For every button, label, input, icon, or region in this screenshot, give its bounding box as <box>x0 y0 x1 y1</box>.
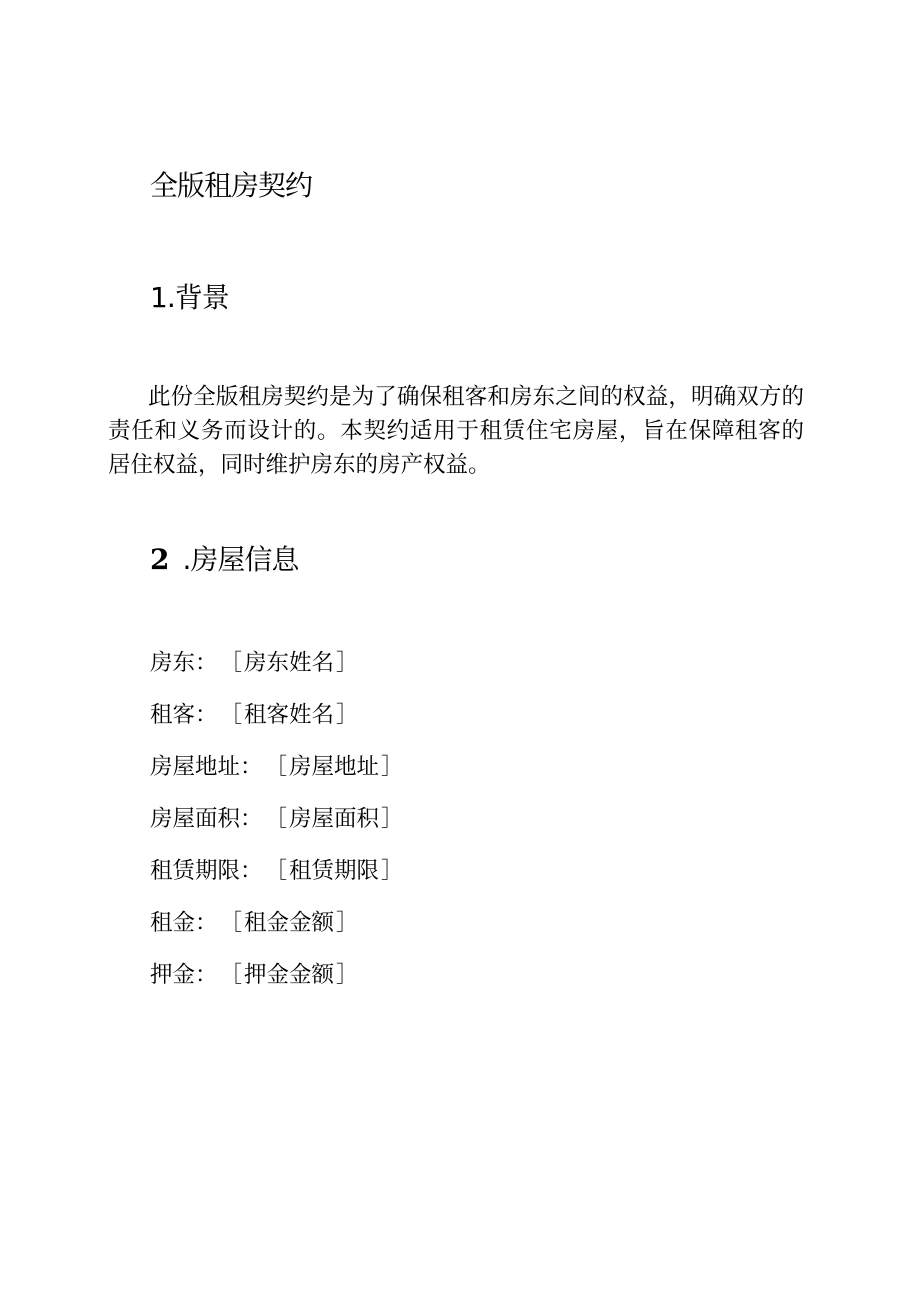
section-title: 房屋信息 <box>190 543 299 576</box>
bracket-close: ］ <box>336 702 359 728</box>
section-number: 1 <box>150 281 167 314</box>
bracket-close: ］ <box>336 910 359 936</box>
info-label: 房屋面积： <box>150 806 263 832</box>
section-heading-background <box>150 278 229 318</box>
info-row-rent <box>150 906 406 958</box>
bracket-close: ］ <box>336 650 359 676</box>
bracket-open: ［ <box>219 702 243 728</box>
background-paragraph: 此份全版租房契约是为了确保租客和房东之间的权益，明确双方的责任和义务而设计的。本契约适用于租赁住宅房屋，旨在保障租客的居住权益，同时维护房东的房产权益。 <box>108 384 804 478</box>
bracket-close: ］ <box>381 754 404 780</box>
info-placeholder: 租金金额 <box>244 910 335 936</box>
bracket-close: ］ <box>336 962 359 988</box>
section-heading-house-info <box>150 540 298 580</box>
info-label: 租客： <box>150 702 218 728</box>
info-label: 房东： <box>150 650 218 676</box>
info-placeholder: 房屋面积 <box>289 806 380 832</box>
bracket-open: ［ <box>219 910 243 936</box>
bracket-open: ［ <box>264 806 288 832</box>
info-placeholder: 房屋地址 <box>289 754 380 780</box>
info-placeholder: 押金金额 <box>244 962 335 988</box>
section-number: 2 <box>150 543 169 576</box>
info-row-tenant <box>150 698 406 750</box>
info-placeholder: 租客姓名 <box>244 702 335 728</box>
info-label: 租赁期限： <box>150 858 263 884</box>
bracket-close: ］ <box>381 858 404 884</box>
info-label: 租金： <box>150 910 218 936</box>
info-row-landlord <box>150 646 406 698</box>
info-row-address <box>150 750 406 802</box>
bracket-close: ］ <box>381 806 404 832</box>
info-row-area <box>150 802 406 854</box>
bracket-open: ［ <box>219 650 243 676</box>
info-placeholder: 房东姓名 <box>244 650 335 676</box>
section-separator: . <box>182 543 191 576</box>
info-row-deposit <box>150 958 406 1010</box>
bracket-open: ［ <box>264 754 288 780</box>
section-separator: . <box>166 281 175 314</box>
info-row-term <box>150 854 406 906</box>
info-label: 押金： <box>150 962 218 988</box>
info-label: 房屋地址： <box>150 754 263 780</box>
house-info-list <box>150 646 406 1010</box>
section-title: 背景 <box>174 281 229 314</box>
bracket-open: ［ <box>264 858 288 884</box>
info-placeholder: 租赁期限 <box>289 858 380 884</box>
bracket-open: ［ <box>219 962 243 988</box>
document-title: 全版租房契约 <box>150 169 313 202</box>
